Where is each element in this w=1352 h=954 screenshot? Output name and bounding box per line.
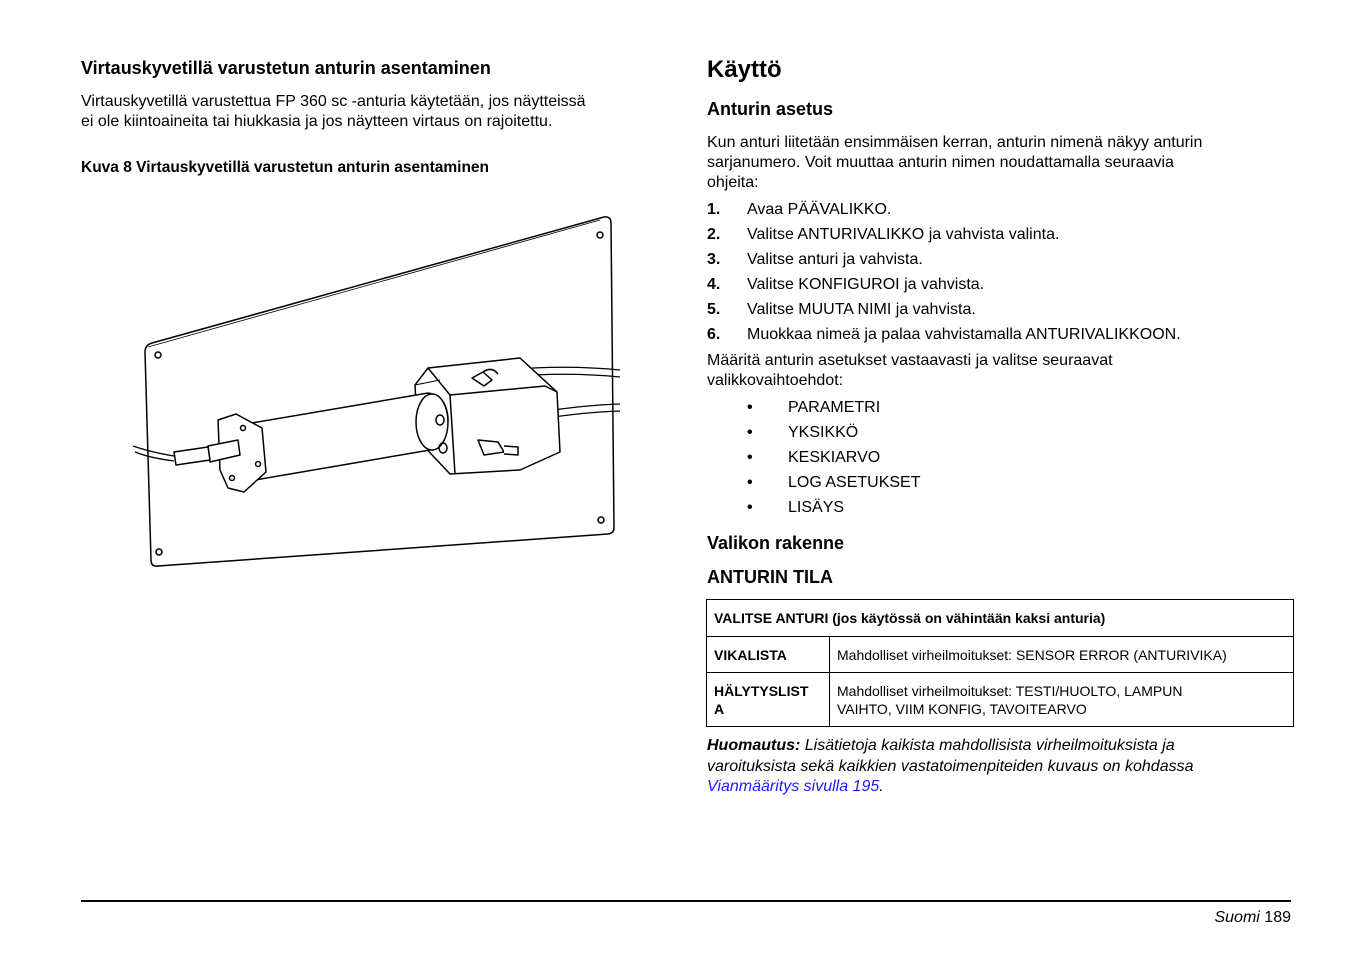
paragraph (707, 133, 1202, 193)
step-number: 3. (707, 251, 721, 268)
options-list (747, 398, 1147, 523)
list-item (707, 225, 1307, 250)
table-label-cell: VIKALISTA (707, 637, 830, 673)
bullet-icon: • (747, 499, 753, 516)
option-text: KESKIARVO (788, 449, 881, 466)
list-item (707, 275, 1307, 300)
bullet-icon: • (747, 399, 753, 416)
table-header-cell: VALITSE ANTURI (jos käytössä on vähintään kaksi anturia) (707, 600, 1294, 637)
steps-list (707, 200, 1307, 350)
note-line (707, 736, 1307, 757)
list-item (747, 448, 1147, 473)
intro-line: Virtauskyvetillä varustettua FP 360 sc -anturia käytetään, jos näytteissä (81, 93, 586, 110)
paragraph-line: Määritä anturin asetukset vastaavasti ja valitse seuraavat (707, 352, 1113, 369)
bullet-icon: • (747, 474, 753, 491)
list-item (707, 300, 1307, 325)
step-number: 6. (707, 326, 721, 343)
note-line: varoituksista sekä kaikkien vastatoimenpiteiden kuvaus on kohdassa (707, 757, 1194, 775)
table-row (707, 673, 1294, 727)
figure-caption: Kuva 8 Virtauskyvetillä varustetun anturin asentaminen (81, 159, 490, 176)
subsection-heading: Anturin asetus (707, 99, 834, 119)
list-item (707, 200, 1307, 225)
footer-language: Suomi (1214, 909, 1260, 926)
step-text: Valitse anturi ja vahvista. (747, 251, 923, 268)
step-number: 2. (707, 226, 721, 243)
section-heading: Virtauskyvetillä varustetun anturin asentaminen (81, 58, 491, 78)
bullet-icon: • (747, 449, 753, 466)
page-title: Käyttö (707, 56, 782, 83)
subsection-heading: Valikon rakenne (707, 533, 845, 553)
menu-title: ANTURIN TILA (707, 567, 833, 587)
page-number: 189 (1264, 909, 1291, 926)
paragraph-line: Kun anturi liitetään ensimmäisen kerran, anturin nimenä näkyy anturin (707, 134, 1203, 151)
page-footer (1214, 909, 1291, 927)
step-number: 5. (707, 301, 721, 318)
value-line: VAIHTO, VIIM KONFIG, TAVOITEARVO (837, 700, 1087, 717)
paragraph (707, 351, 1113, 391)
table-label-cell (707, 673, 830, 727)
step-text: Valitse ANTURIVALIKKO ja vahvista valinta. (747, 226, 1060, 243)
note-period: . (879, 778, 884, 795)
table-row (707, 600, 1294, 637)
label-line: A (714, 700, 725, 717)
table-value-cell (830, 673, 1294, 727)
list-item (707, 325, 1307, 350)
footer-rule (81, 900, 1291, 902)
list-item (747, 473, 1147, 498)
list-item (747, 398, 1147, 423)
bullet-icon: • (747, 424, 753, 441)
intro-line: ei ole kiintoaineita tai hiukkasia ja jos näytteen virtaus on rajoitettu. (81, 113, 553, 130)
troubleshooting-link[interactable]: Vianmääritys sivulla 195 (707, 778, 880, 795)
step-number: 4. (707, 276, 721, 293)
sensor-mounting-figure (120, 205, 640, 580)
step-text: Valitse MUUTA NIMI ja vahvista. (747, 301, 976, 318)
step-text: Muokkaa nimeä ja palaa vahvistamalla ANTURIVALIKKOON. (747, 326, 1181, 343)
step-text: Valitse KONFIGUROI ja vahvista. (747, 276, 985, 293)
note-text: Lisätietoja kaikista mahdollisista virheilmoituksista ja (800, 737, 1175, 754)
option-text: PARAMETRI (788, 399, 881, 416)
step-text: Avaa PÄÄVALIKKO. (747, 201, 892, 218)
list-item (747, 498, 1147, 523)
menu-table (706, 599, 1294, 727)
table-value-cell: Mahdolliset virheilmoitukset: SENSOR ERROR (ANTURIVIKA) (830, 637, 1294, 673)
label-line: HÄLYTYSLIST (714, 682, 809, 699)
note-label: Huomautus: (707, 737, 801, 754)
list-item (707, 250, 1307, 275)
paragraph-line: valikkovaihtoehdot: (707, 372, 844, 389)
paragraph-line: ohjeita: (707, 174, 759, 191)
option-text: LISÄYS (788, 499, 845, 516)
step-number: 1. (707, 201, 721, 218)
option-text: YKSIKKÖ (788, 424, 859, 441)
option-text: LOG ASETUKSET (788, 474, 921, 491)
paragraph-line: sarjanumero. Voit muuttaa anturin nimen noudattamalla seuraavia (707, 154, 1174, 171)
table-row (707, 637, 1294, 673)
list-item (747, 423, 1147, 448)
value-line: Mahdolliset virheilmoitukset: TESTI/HUOLTO, LAMPUN (837, 682, 1183, 699)
intro-paragraph (81, 92, 586, 132)
note (707, 736, 1307, 798)
note-line (707, 777, 1307, 798)
